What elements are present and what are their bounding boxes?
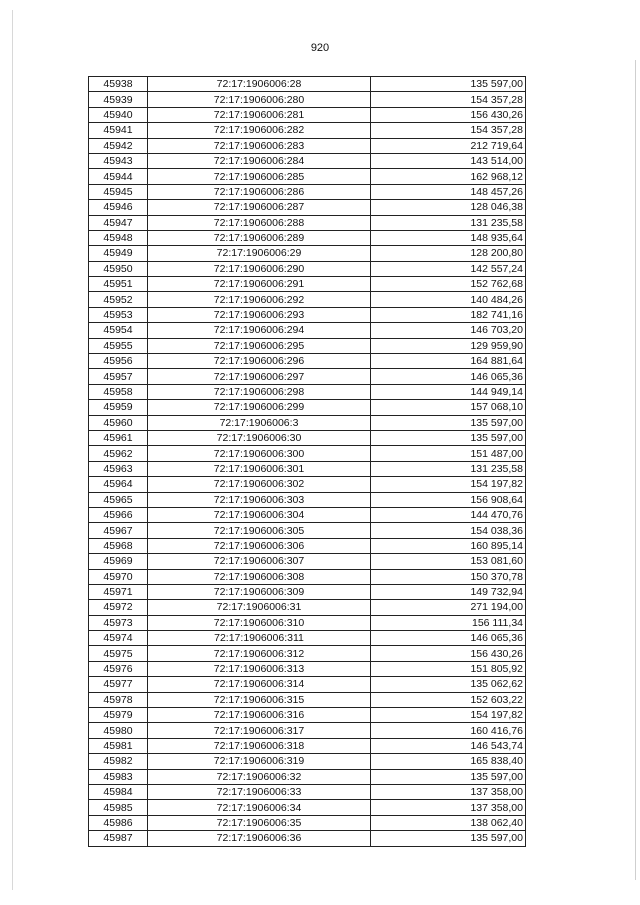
row-number-cell: 45953: [89, 307, 148, 322]
table-row: [89, 384, 526, 399]
row-number-cell: 45960: [89, 415, 148, 430]
cadastral-value-cell: 156 111,34: [371, 615, 526, 630]
cadastral-value-cell: 156 430,26: [371, 646, 526, 661]
table-row: [89, 738, 526, 753]
row-number-cell: 45972: [89, 600, 148, 615]
cadastral-value-cell: 144 949,14: [371, 384, 526, 399]
cadastral-value-cell: 271 194,00: [371, 600, 526, 615]
cadastral-value-cell: 212 719,64: [371, 138, 526, 153]
cadastral-number-cell: 72:17:1906006:297: [148, 369, 371, 384]
table-row: [89, 338, 526, 353]
cadastral-number-cell: 72:17:1906006:290: [148, 261, 371, 276]
table-row: [89, 277, 526, 292]
row-number-cell: 45979: [89, 708, 148, 723]
cadastral-number-cell: 72:17:1906006:280: [148, 92, 371, 107]
row-number-cell: 45975: [89, 646, 148, 661]
cadastral-number-cell: 72:17:1906006:289: [148, 230, 371, 245]
table-row: [89, 815, 526, 830]
row-number-cell: 45985: [89, 800, 148, 815]
table-row: [89, 584, 526, 599]
row-number-cell: 45940: [89, 107, 148, 122]
cadastral-value-cell: 148 935,64: [371, 230, 526, 245]
cadastral-number-cell: 72:17:1906006:301: [148, 461, 371, 476]
table-row: [89, 477, 526, 492]
cadastral-value-cell: 135 597,00: [371, 77, 526, 92]
cadastral-number-cell: 72:17:1906006:3: [148, 415, 371, 430]
table-row: [89, 369, 526, 384]
cadastral-number-cell: 72:17:1906006:283: [148, 138, 371, 153]
cadastral-value-cell: 153 081,60: [371, 554, 526, 569]
table-body: [89, 77, 526, 847]
row-number-cell: 45946: [89, 200, 148, 215]
cadastral-number-cell: 72:17:1906006:293: [148, 307, 371, 322]
table-row: [89, 138, 526, 153]
cadastral-value-cell: 154 357,28: [371, 92, 526, 107]
table-row: [89, 554, 526, 569]
cadastral-value-cell: 146 543,74: [371, 738, 526, 753]
cadastral-number-cell: 72:17:1906006:284: [148, 153, 371, 168]
table-row: [89, 153, 526, 168]
table-row: [89, 831, 526, 846]
cadastral-number-cell: 72:17:1906006:287: [148, 200, 371, 215]
cadastral-number-cell: 72:17:1906006:29: [148, 246, 371, 261]
cadastral-value-cell: 144 470,76: [371, 507, 526, 522]
row-number-cell: 45961: [89, 430, 148, 445]
row-number-cell: 45969: [89, 554, 148, 569]
cadastral-value-cell: 135 062,62: [371, 677, 526, 692]
cadastral-number-cell: 72:17:1906006:36: [148, 831, 371, 846]
row-number-cell: 45941: [89, 123, 148, 138]
row-number-cell: 45976: [89, 661, 148, 676]
table-row: [89, 400, 526, 415]
table-row: [89, 323, 526, 338]
cadastral-value-cell: 137 358,00: [371, 800, 526, 815]
table-row: [89, 215, 526, 230]
table-row: [89, 169, 526, 184]
row-number-cell: 45978: [89, 692, 148, 707]
row-number-cell: 45966: [89, 507, 148, 522]
cadastral-value-cell: 182 741,16: [371, 307, 526, 322]
cadastral-value-cell: 162 968,12: [371, 169, 526, 184]
cadastral-number-cell: 72:17:1906006:31: [148, 600, 371, 615]
cadastral-number-cell: 72:17:1906006:281: [148, 107, 371, 122]
cadastral-value-cell: 154 038,36: [371, 523, 526, 538]
page-edge-rule: [12, 10, 13, 890]
cadastral-number-cell: 72:17:1906006:315: [148, 692, 371, 707]
cadastral-value-cell: 151 487,00: [371, 446, 526, 461]
row-number-cell: 45958: [89, 384, 148, 399]
cadastral-value-cell: 146 065,36: [371, 631, 526, 646]
table-row: [89, 292, 526, 307]
row-number-cell: 45986: [89, 815, 148, 830]
table-row: [89, 569, 526, 584]
cadastral-value-cell: 164 881,64: [371, 354, 526, 369]
cadastral-value-cell: 152 603,22: [371, 692, 526, 707]
row-number-cell: 45983: [89, 769, 148, 784]
cadastral-number-cell: 72:17:1906006:33: [148, 784, 371, 799]
table-row: [89, 415, 526, 430]
table-row: [89, 708, 526, 723]
cadastral-number-cell: 72:17:1906006:311: [148, 631, 371, 646]
cadastral-number-cell: 72:17:1906006:307: [148, 554, 371, 569]
table-row: [89, 200, 526, 215]
table-row: [89, 184, 526, 199]
cadastral-number-cell: 72:17:1906006:30: [148, 430, 371, 445]
row-number-cell: 45942: [89, 138, 148, 153]
table-row: [89, 246, 526, 261]
cadastral-number-cell: 72:17:1906006:304: [148, 507, 371, 522]
cadastral-value-cell: 137 358,00: [371, 784, 526, 799]
cadastral-value-cell: 146 703,20: [371, 323, 526, 338]
row-number-cell: 45947: [89, 215, 148, 230]
row-number-cell: 45974: [89, 631, 148, 646]
table-row: [89, 261, 526, 276]
row-number-cell: 45957: [89, 369, 148, 384]
row-number-cell: 45971: [89, 584, 148, 599]
row-number-cell: 45938: [89, 77, 148, 92]
table-row: [89, 307, 526, 322]
table-row: [89, 754, 526, 769]
cadastral-value-cell: 142 557,24: [371, 261, 526, 276]
row-number-cell: 45970: [89, 569, 148, 584]
cadastral-value-cell: 135 597,00: [371, 769, 526, 784]
cadastral-number-cell: 72:17:1906006:28: [148, 77, 371, 92]
table-row: [89, 492, 526, 507]
cadastral-number-cell: 72:17:1906006:285: [148, 169, 371, 184]
cadastral-number-cell: 72:17:1906006:34: [148, 800, 371, 815]
table-row: [89, 784, 526, 799]
cadastral-value-cell: 156 430,26: [371, 107, 526, 122]
page-number: 920: [310, 42, 330, 54]
cadastral-value-cell: 149 732,94: [371, 584, 526, 599]
cadastral-number-cell: 72:17:1906006:286: [148, 184, 371, 199]
row-number-cell: 45959: [89, 400, 148, 415]
cadastral-value-cell: 128 046,38: [371, 200, 526, 215]
cadastral-value-cell: 148 457,26: [371, 184, 526, 199]
cadastral-value-cell: 128 200,80: [371, 246, 526, 261]
cadastral-value-cell: 143 514,00: [371, 153, 526, 168]
page-edge-rule-right: [635, 60, 636, 880]
cadastral-number-cell: 72:17:1906006:314: [148, 677, 371, 692]
table-row: [89, 107, 526, 122]
cadastral-value-cell: 131 235,58: [371, 461, 526, 476]
cadastral-number-cell: 72:17:1906006:295: [148, 338, 371, 353]
cadastral-number-cell: 72:17:1906006:299: [148, 400, 371, 415]
cadastral-number-cell: 72:17:1906006:318: [148, 738, 371, 753]
row-number-cell: 45963: [89, 461, 148, 476]
table-row: [89, 523, 526, 538]
cadastral-value-cell: 150 370,78: [371, 569, 526, 584]
cadastral-number-cell: 72:17:1906006:319: [148, 754, 371, 769]
table-row: [89, 354, 526, 369]
cadastral-number-cell: 72:17:1906006:308: [148, 569, 371, 584]
row-number-cell: 45943: [89, 153, 148, 168]
cadastral-value-cell: 140 484,26: [371, 292, 526, 307]
table-row: [89, 723, 526, 738]
table-row: [89, 461, 526, 476]
cadastral-number-cell: 72:17:1906006:294: [148, 323, 371, 338]
cadastral-value-cell: 129 959,90: [371, 338, 526, 353]
table-row: [89, 600, 526, 615]
cadastral-number-cell: 72:17:1906006:310: [148, 615, 371, 630]
table-row: [89, 631, 526, 646]
table-row: [89, 123, 526, 138]
cadastral-number-cell: 72:17:1906006:309: [148, 584, 371, 599]
cadastral-number-cell: 72:17:1906006:303: [148, 492, 371, 507]
row-number-cell: 45973: [89, 615, 148, 630]
row-number-cell: 45982: [89, 754, 148, 769]
row-number-cell: 45951: [89, 277, 148, 292]
table-row: [89, 92, 526, 107]
cadastral-value-cell: 160 895,14: [371, 538, 526, 553]
cadastral-number-cell: 72:17:1906006:291: [148, 277, 371, 292]
cadastral-value-cell: 156 908,64: [371, 492, 526, 507]
row-number-cell: 45944: [89, 169, 148, 184]
row-number-cell: 45954: [89, 323, 148, 338]
table-row: [89, 677, 526, 692]
cadastral-value-cell: 135 597,00: [371, 430, 526, 445]
cadastral-number-cell: 72:17:1906006:300: [148, 446, 371, 461]
table-row: [89, 538, 526, 553]
cadastral-number-cell: 72:17:1906006:292: [148, 292, 371, 307]
cadastral-value-cell: 151 805,92: [371, 661, 526, 676]
cadastral-number-cell: 72:17:1906006:282: [148, 123, 371, 138]
cadastral-value-table: [88, 76, 526, 847]
cadastral-value-cell: 131 235,58: [371, 215, 526, 230]
table-row: [89, 800, 526, 815]
row-number-cell: 45984: [89, 784, 148, 799]
cadastral-value-cell: 160 416,76: [371, 723, 526, 738]
row-number-cell: 45987: [89, 831, 148, 846]
cadastral-number-cell: 72:17:1906006:296: [148, 354, 371, 369]
row-number-cell: 45965: [89, 492, 148, 507]
row-number-cell: 45964: [89, 477, 148, 492]
row-number-cell: 45967: [89, 523, 148, 538]
cadastral-value-cell: 135 597,00: [371, 415, 526, 430]
table-row: [89, 661, 526, 676]
cadastral-number-cell: 72:17:1906006:298: [148, 384, 371, 399]
cadastral-value-cell: 165 838,40: [371, 754, 526, 769]
cadastral-number-cell: 72:17:1906006:312: [148, 646, 371, 661]
table-row: [89, 77, 526, 92]
row-number-cell: 45948: [89, 230, 148, 245]
row-number-cell: 45952: [89, 292, 148, 307]
cadastral-number-cell: 72:17:1906006:316: [148, 708, 371, 723]
table-row: [89, 430, 526, 445]
cadastral-value-cell: 146 065,36: [371, 369, 526, 384]
row-number-cell: 45981: [89, 738, 148, 753]
cadastral-number-cell: 72:17:1906006:313: [148, 661, 371, 676]
cadastral-value-cell: 157 068,10: [371, 400, 526, 415]
cadastral-number-cell: 72:17:1906006:317: [148, 723, 371, 738]
cadastral-value-cell: 154 197,82: [371, 708, 526, 723]
table-row: [89, 446, 526, 461]
cadastral-value-cell: 152 762,68: [371, 277, 526, 292]
row-number-cell: 45939: [89, 92, 148, 107]
row-number-cell: 45956: [89, 354, 148, 369]
cadastral-number-cell: 72:17:1906006:35: [148, 815, 371, 830]
table-row: [89, 615, 526, 630]
row-number-cell: 45980: [89, 723, 148, 738]
cadastral-number-cell: 72:17:1906006:306: [148, 538, 371, 553]
cadastral-value-cell: 135 597,00: [371, 831, 526, 846]
table-row: [89, 769, 526, 784]
row-number-cell: 45962: [89, 446, 148, 461]
cadastral-value-cell: 138 062,40: [371, 815, 526, 830]
cadastral-number-cell: 72:17:1906006:288: [148, 215, 371, 230]
cadastral-number-cell: 72:17:1906006:302: [148, 477, 371, 492]
row-number-cell: 45968: [89, 538, 148, 553]
table-row: [89, 230, 526, 245]
cadastral-value-cell: 154 197,82: [371, 477, 526, 492]
row-number-cell: 45945: [89, 184, 148, 199]
cadastral-value-cell: 154 357,28: [371, 123, 526, 138]
table-row: [89, 692, 526, 707]
row-number-cell: 45949: [89, 246, 148, 261]
cadastral-number-cell: 72:17:1906006:32: [148, 769, 371, 784]
table-row: [89, 646, 526, 661]
row-number-cell: 45950: [89, 261, 148, 276]
table-row: [89, 507, 526, 522]
row-number-cell: 45955: [89, 338, 148, 353]
row-number-cell: 45977: [89, 677, 148, 692]
cadastral-number-cell: 72:17:1906006:305: [148, 523, 371, 538]
